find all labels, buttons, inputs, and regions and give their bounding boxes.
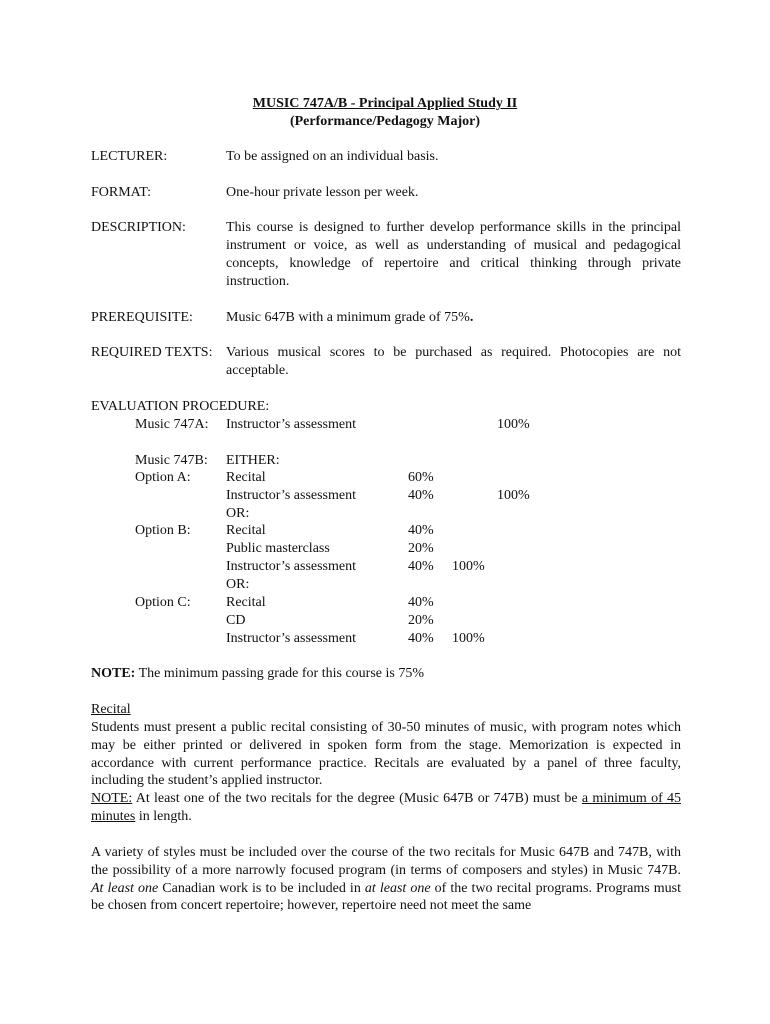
description-label: DESCRIPTION: xyxy=(91,220,186,235)
note-text: The minimum passing grade for this course is 75% xyxy=(135,666,424,681)
lecturer-label: LECTURER: xyxy=(91,149,168,164)
lecturer-value: To be assigned on an individual basis. xyxy=(226,149,439,164)
course-title: MUSIC 747A/B - Principal Applied Study II xyxy=(252,96,518,111)
option-c-label: Option C: xyxy=(135,595,191,610)
format-label: FORMAT: xyxy=(91,185,151,200)
evaluation-heading: EVALUATION PROCEDURE: xyxy=(91,399,270,414)
option-c-pct: 20% xyxy=(408,613,434,628)
music747a-total: 100% xyxy=(497,417,530,432)
passing-grade-note xyxy=(91,665,424,683)
prerequisite-text: Music 647B with a minimum grade of 75% xyxy=(226,310,470,325)
recital-note-label: NOTE: xyxy=(91,791,133,807)
option-c-item: Instructor’s assessment xyxy=(226,631,356,646)
recital-note-emphasis: a minimum of 45 minutes xyxy=(91,791,681,824)
music747b-label: Music 747B: xyxy=(135,453,208,468)
option-b-item: Recital xyxy=(226,523,266,538)
music747a-item: Instructor’s assessment xyxy=(226,417,356,432)
description-value: This course is designed to further develop performance skills in the principal instrument or voice, as well as understanding of musical and pedagogical concepts, knowledge of repertoire and critical thinking through private instruction. xyxy=(226,220,681,289)
option-b-total: 100% xyxy=(452,559,485,574)
variety-italic1: At least one xyxy=(91,880,159,896)
course-subtitle: (Performance/Pedagogy Major) xyxy=(289,114,481,129)
prerequisite-label: PREREQUISITE: xyxy=(91,310,193,325)
prerequisite-value xyxy=(226,309,473,327)
option-a-item: Recital xyxy=(226,470,266,485)
or-label: OR: xyxy=(226,577,250,592)
or-label: OR: xyxy=(226,506,250,521)
option-a-total: 100% xyxy=(497,488,530,503)
prerequisite-period: . xyxy=(469,310,474,325)
recital-heading: Recital xyxy=(91,702,131,717)
music747a-label: Music 747A: xyxy=(135,417,209,432)
variety-italic2: at least one xyxy=(364,880,431,896)
option-b-label: Option B: xyxy=(135,523,191,538)
either-label: EITHER: xyxy=(226,453,280,468)
format-value: One-hour private lesson per week. xyxy=(226,185,419,200)
recital-block xyxy=(91,719,681,826)
note-label: NOTE: xyxy=(91,666,136,681)
option-b-item: Instructor’s assessment xyxy=(226,559,356,574)
option-b-pct: 40% xyxy=(408,523,434,538)
option-c-pct: 40% xyxy=(408,595,434,610)
option-a-pct: 60% xyxy=(408,470,434,485)
option-c-item: Recital xyxy=(226,595,266,610)
option-a-item: Instructor’s assessment xyxy=(226,488,356,503)
recital-note-end: in length. xyxy=(135,808,192,824)
option-b-pct: 20% xyxy=(408,541,434,556)
variety-paragraph xyxy=(91,844,681,915)
option-c-pct: 40% xyxy=(408,631,434,646)
option-a-label: Option A: xyxy=(135,470,191,485)
recital-paragraph: Students must present a public recital consisting of 30-50 minutes of music, with program notes which may be either printed or delivered in spoken form from the stage. Memorization is expected in accordance with current performance practice. Recitals are evaluated by a panel of three faculty, including the student’s applied instructor. xyxy=(91,720,681,789)
required-texts-value: Various musical scores to be purchased as required. Photocopies are not acceptable. xyxy=(226,345,681,378)
option-c-item: CD xyxy=(226,613,246,628)
option-a-pct: 40% xyxy=(408,488,434,503)
variety-part1: A variety of styles must be included over the course of the two recitals for Music 647B and 747B, with the possibility of a more narrowly focused program (in terms of composers and styles) in Music 747B. xyxy=(91,845,681,878)
option-b-pct: 40% xyxy=(408,559,434,574)
option-c-total: 100% xyxy=(452,631,485,646)
variety-part2: Canadian work is to be included in xyxy=(158,880,365,896)
option-b-item: Public masterclass xyxy=(226,541,330,556)
recital-note-text: At least one of the two recitals for the degree (Music 647B or 747B) must be xyxy=(132,791,582,807)
required-texts-label: REQUIRED TEXTS: xyxy=(91,345,213,360)
variety-part3: of the two recital programs. Programs must be chosen from concert repertoire; however, repertoire need not meet the same xyxy=(91,880,681,914)
